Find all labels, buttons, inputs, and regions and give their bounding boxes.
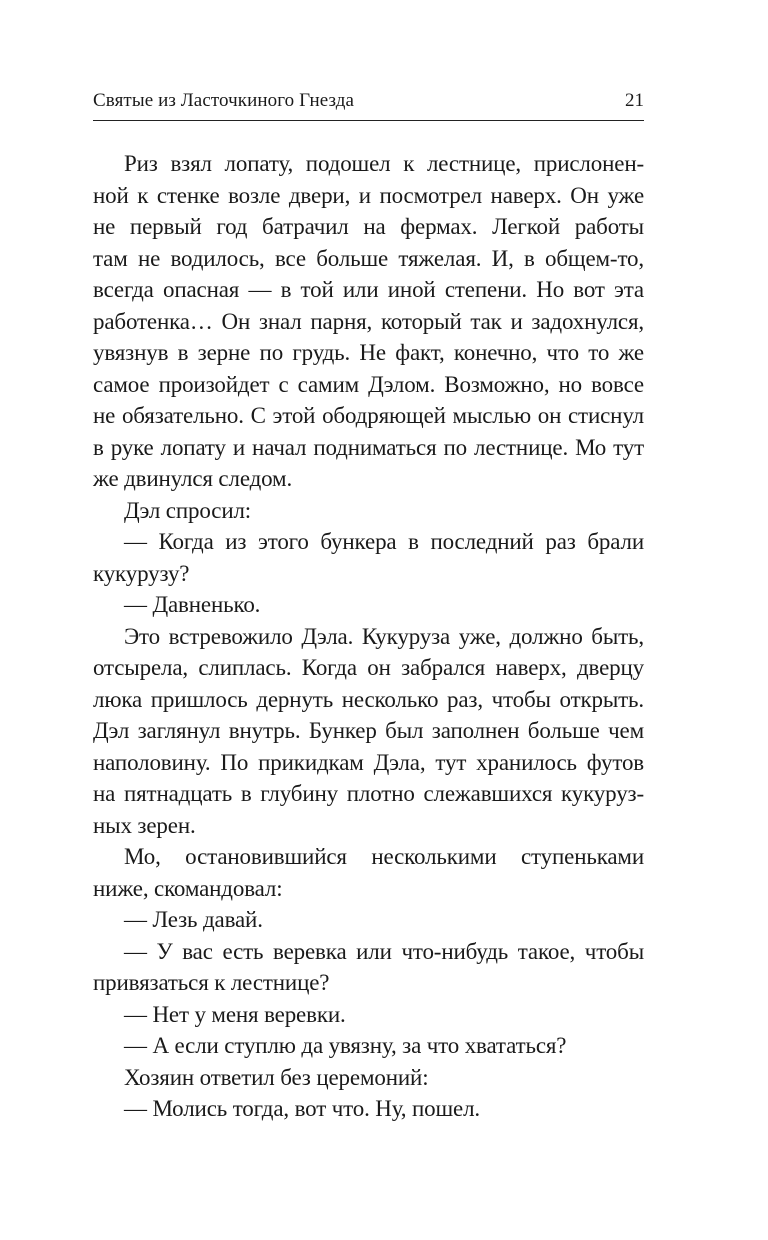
text-line: привязаться к лестнице? xyxy=(93,970,330,995)
paragraph xyxy=(93,1093,644,1125)
text-line: Дэл спросил: xyxy=(124,497,252,523)
text-line: — А если ступлю да увязну, за что хвататься? xyxy=(124,1033,567,1058)
paragraph xyxy=(93,904,644,936)
text-line: люка пришлось дернуть несколько раз, чтобы открыть. xyxy=(93,686,644,712)
paragraph xyxy=(93,999,644,1031)
text-line: ной к стенке возле двери, и посмотрел наверх. Он уже xyxy=(93,182,644,208)
text-line: — Когда из этого бункера в последний раз брали xyxy=(124,529,644,554)
paragraph xyxy=(93,841,644,904)
paragraph xyxy=(93,1062,644,1094)
text-line: — Нет у меня веревки. xyxy=(124,1001,346,1027)
text-line: — Молись тогда, вот что. Ну, пошел. xyxy=(124,1096,481,1121)
text-line: Риз взял лопату, подошел к лестнице, прислонен- xyxy=(124,151,644,176)
text-line: работенка… Он знал парня, который так и задохнулся, xyxy=(93,308,644,334)
text-line: Это встревожило Дэла. Кукуруза уже, должно быть, xyxy=(124,623,644,649)
page-number: 21 xyxy=(625,90,644,111)
text-line: — Давненько. xyxy=(124,592,261,617)
text-line: Дэл заглянул внутрь. Бункер был заполнен больше чем xyxy=(93,718,644,743)
text-line: на пятнадцать в глубину плотно слежавшихся кукуруз- xyxy=(93,781,644,806)
running-title: Святые из Ласточкиного Гнезда xyxy=(93,90,355,111)
running-header xyxy=(93,84,644,121)
paragraph xyxy=(93,495,644,527)
paragraph xyxy=(93,936,644,999)
paragraph xyxy=(93,621,644,842)
text-line: — У вас есть веревка или что-нибудь такое, чтобы xyxy=(124,938,644,964)
body-text xyxy=(93,148,644,1125)
text-line: же двинулся следом. xyxy=(93,466,293,491)
text-line: Мо, остановившийся несколькими ступеньками xyxy=(124,844,644,869)
paragraph xyxy=(93,526,644,589)
text-line: кукурузу? xyxy=(93,560,190,586)
text-line: не обязательно. С этой ободряющей мыслью он стиснул xyxy=(93,403,644,428)
text-line: увязнув в зерне по грудь. Не факт, конечно, что то же xyxy=(93,340,644,365)
text-line: ных зерен. xyxy=(93,812,196,838)
paragraph xyxy=(93,589,644,621)
text-line: наполовину. По прикидкам Дэла, тут хранилось футов xyxy=(93,749,644,775)
text-line: всегда опасная — в той или иной степени. Но вот эта xyxy=(93,277,644,302)
text-line: не первый год батрачил на фермах. Легкой работы xyxy=(93,214,644,239)
text-line: ниже, скомандовал: xyxy=(93,875,283,901)
paragraph xyxy=(93,1030,644,1062)
text-line: отсырела, слиплась. Когда он забрался наверх, дверцу xyxy=(93,655,644,680)
text-line: самое произойдет с самим Дэлом. Возможно, но вовсе xyxy=(93,371,644,397)
text-line: там не водилось, все больше тяжелая. И, в общем-то, xyxy=(93,245,644,271)
text-line: — Лезь давай. xyxy=(124,907,263,932)
paragraph xyxy=(93,148,644,495)
text-line: Хозяин ответил без церемоний: xyxy=(124,1064,429,1090)
text-line: в руке лопату и начал подниматься по лестнице. Мо тут xyxy=(93,434,644,460)
